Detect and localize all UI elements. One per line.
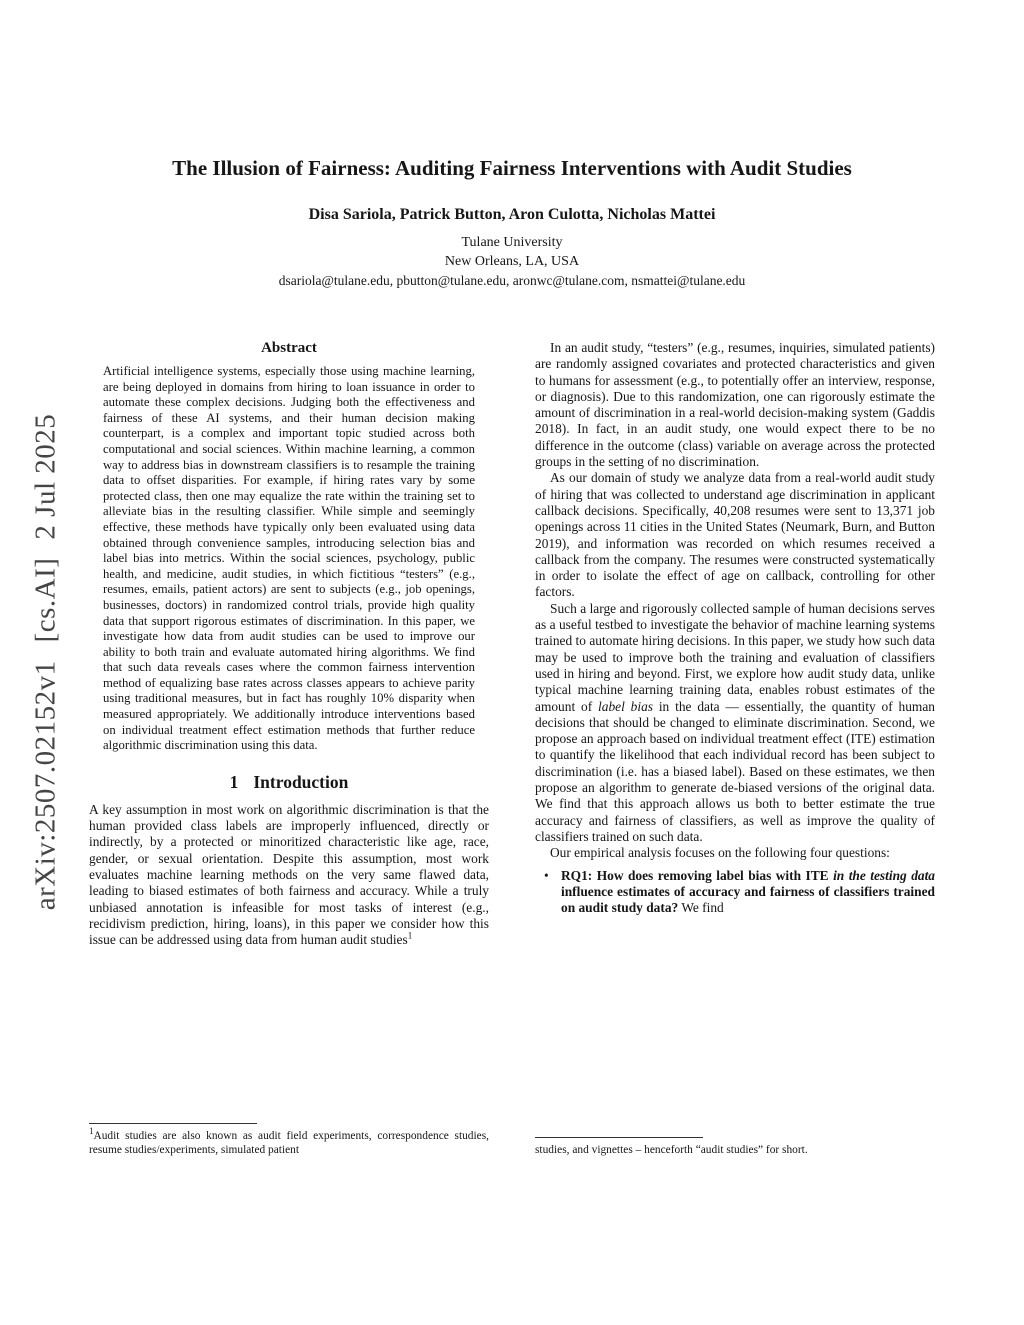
abstract-heading: Abstract bbox=[261, 340, 317, 356]
right-paragraph-3 bbox=[535, 601, 935, 845]
affiliation-location: New Orleans, LA, USA bbox=[444, 254, 580, 269]
section-title: Introduction bbox=[253, 771, 349, 792]
arxiv-id: arXiv:2507.02152v1 bbox=[29, 660, 62, 911]
right-paragraph-2: As our domain of study we analyze data from a real-world audit study of hiring that was collected to understand age discrimination in applicant callback decisions. Specifically, 40,208 resumes were sent to 13,371 job openings across 11 cities in the United States (Neumark, Burn, and Button 2019), and information was recorded on which resumes received a callback from the company. The resumes were constructed systematically in order to isolate the effect of age on callback, controlling for other factors. bbox=[535, 470, 935, 600]
rq1-bold-italic: in the testing data bbox=[833, 867, 935, 883]
introduction-paragraph bbox=[89, 802, 489, 949]
rq1-bold-tail: influence estimates of accuracy and fairness of classifiers trained on audit study data? bbox=[561, 883, 935, 916]
right-paragraph-3-tail: in the data — essentially, the quantity of human decisions that should be changed to eliminate discrimination. Second, we propose an approach based on individual treatment effect (ITE) estimation to quantify the likelihood that each individual record has been subject to discrimination (i.e. has a biased label). Based on these estimates, we then propose an algorithm to generate de-biased versions of the original data. We find that this approach allows us both to better estimate the true accuracy and fairness of classifiers, as well as improve the quality of classifiers trained on such data. bbox=[535, 698, 935, 844]
right-column bbox=[535, 340, 935, 1158]
authors-line: Disa Sariola, Patrick Button, Aron Culotta, Nicholas Mattei bbox=[308, 206, 716, 223]
affiliation-institution: Tulane University bbox=[461, 235, 563, 250]
footnote-left bbox=[89, 1123, 489, 1158]
section-heading-introduction bbox=[89, 772, 489, 793]
right-paragraph-1: In an audit study, “testers” (e.g., resumes, inquiries, simulated patients) are randomly assigned covariates and protected characteristics and given to humans for assessment (e.g., to potentially offer an interview, response, or diagnosis). Due to this randomization, one can rigorously estimate the amount of discrimination in a real-world decision-making system (Gaddis 2018). In fact, in an audit study, one would expect there to be no difference in the outcome (class) variable on average across the protected groups in the setting of no discrimination. bbox=[535, 340, 935, 470]
arxiv-watermark bbox=[30, 405, 63, 920]
footnote-left-mark: 1 bbox=[89, 1126, 94, 1137]
right-paragraph-4: Our empirical analysis focuses on the following four questions: bbox=[550, 845, 890, 861]
section-number: 1 bbox=[229, 771, 239, 792]
author-emails: dsariola@tulane.edu, pbutton@tulane.edu, aronwc@tulane.com, nsmattei@tulane.edu bbox=[278, 273, 746, 288]
footnote-right: studies, and vignettes – henceforth “audit studies” for short. bbox=[535, 1137, 935, 1158]
left-column bbox=[89, 340, 489, 1158]
two-column-body bbox=[0, 340, 1024, 1158]
paper-title: The Illusion of Fairness: Auditing Fairness Interventions with Audit Studies bbox=[172, 156, 852, 180]
arxiv-date: 2 Jul 2025 bbox=[29, 413, 62, 540]
arxiv-category: [cs.AI] bbox=[29, 557, 62, 643]
right-paragraph-3-lead: Such a large and rigorously collected sample of human decisions serves as a useful testbed to investigate the behavior of machine learning systems trained to automate hiring decisions. In this paper, we study how such data may be used to improve both the training and evaluation of classifiers used in hiring and beyond. First, we explore how audit study data, unlike typical machine learning training data, enables robust estimates of the amount of bbox=[535, 600, 935, 714]
research-question-1 bbox=[535, 868, 935, 917]
footnote-mark-1: 1 bbox=[407, 930, 413, 941]
paper-header bbox=[0, 0, 1024, 290]
bullet-icon: • bbox=[544, 867, 549, 883]
footnote-left-text: Audit studies are also known as audit field experiments, correspondence studies, resume studies/experiments, simulated patient bbox=[89, 1130, 489, 1157]
abstract-text: Artificial intelligence systems, especially those using machine learning, are being deployed in domains from hiring to loan issuance in order to automate these complex decisions. Judging both the effectiveness and fairness of these AI systems, and their human decision making counterpart, is a complex and important topic studied across both computational and social sciences. Within machine learning, a common way to address bias in downstream classifiers is to resample the training data to offset disparities. For example, if hiring rates vary by some protected class, then one may equalize the rate within the training set to alleviate bias in the resulting classifier. While simple and seemingly effective, these methods have typically only been evaluated using data obtained through convenience samples, introducing selection bias and label bias into metrics. Within the social sciences, psychology, public health, and medicine, audit studies, in which fictitious “testers” (e.g., resumes, emails, patient actors) are sent to subjects (e.g., job openings, businesses, doctors) in randomized control trials, provide high quality data that support rigorous estimates of discrimination. In this paper, we investigate how data from audit studies can be used to improve our ability to both train and evaluate automated hiring algorithms. We find that such data reveals cases where the common fairness intervention method of equalizing base rates across classes appears to achieve parity using traditional measures, but in fact has roughly 10% disparity when measured appropriately. We additionally introduce interventions based on individual treatment effect estimation methods that further reduce algorithmic discrimination using this data. bbox=[103, 364, 475, 753]
affiliation-block bbox=[0, 233, 1024, 290]
introduction-paragraph-text: A key assumption in most work on algorithmic discrimination is that the human provided class labels are improperly influenced, directly or indirectly, by a protected or minoritized characteristic like age, race, gender, or sexual orientation. Despite this assumption, most work evaluates machine learning methods on the very same flawed data, leading to biased estimates of both fairness and accuracy. While a truly unbiased annotation is infeasible for most tasks of interest (e.g., recidivism prediction, hiring, loans), in this paper we consider how this issue can be addressed using data from human audit studies bbox=[89, 801, 489, 948]
label-bias-emphasis: label bias bbox=[598, 698, 653, 714]
rq1-normal-tail: We find bbox=[678, 900, 724, 916]
rq1-bold-lead: RQ1: How does removing label bias with ITE bbox=[561, 867, 834, 883]
